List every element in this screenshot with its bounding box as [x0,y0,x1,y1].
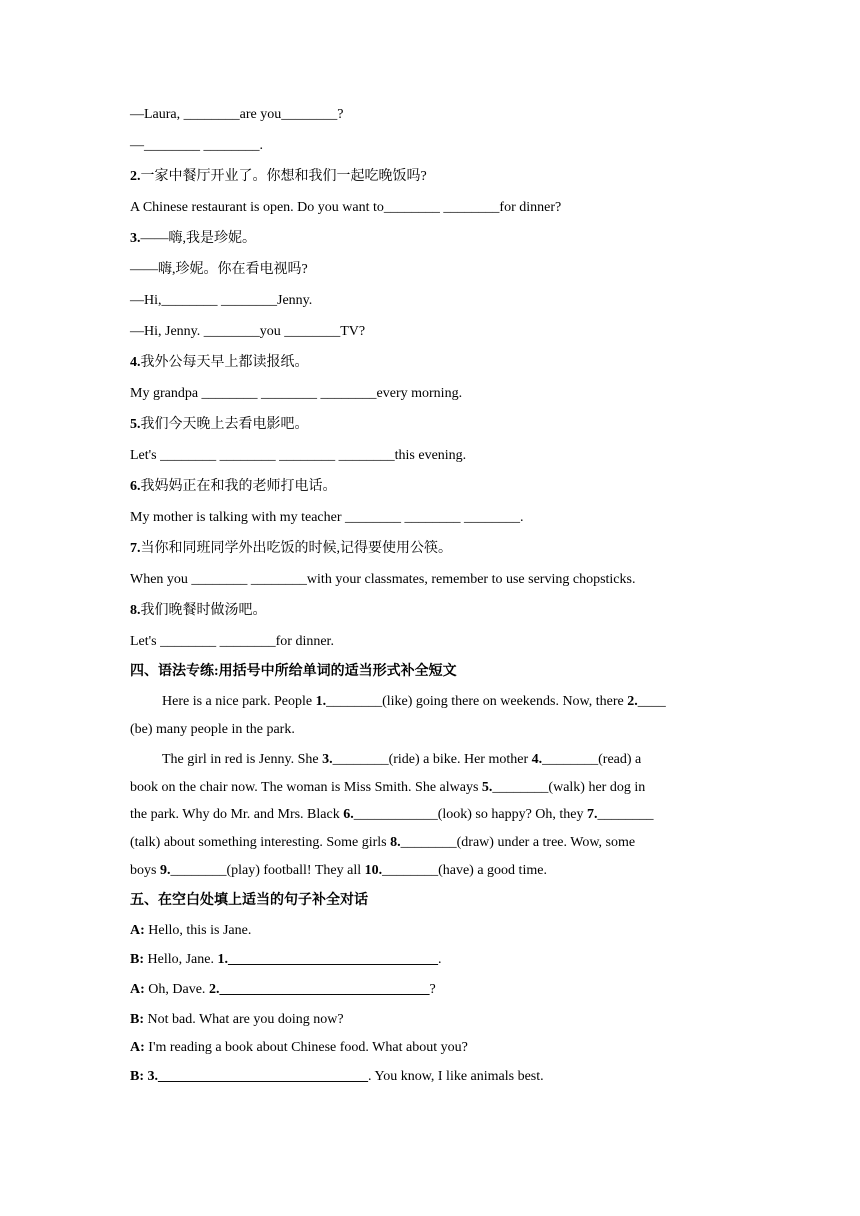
question-4-english: My grandpa ________ ________ ________every morning. [130,386,463,401]
passage-line: the park. Why do Mr. and Mrs. Black 6.____________(look) so happy? Oh, they 7.________ [130,807,654,822]
section-5-heading: 五、在空白处填上适当的句子补全对话 [130,893,368,908]
passage-line: The girl in red is Jenny. She 3.________(ride) a bike. Her mother 4.________(read) a [162,752,642,767]
section-4-heading: 四、语法专练:用括号中所给单词的适当形式补全短文 [130,664,457,679]
question-8-chinese: 8.我们晚餐时做汤吧。 [130,603,267,618]
question-7-english: When you ________ ________with your classmates, remember to use serving chopsticks. [130,572,636,587]
question-6-chinese: 6.我妈妈正在和我的老师打电话。 [130,479,337,494]
question-2-english: A Chinese restaurant is open. Do you want to________ ________for dinner? [130,200,562,215]
answer-line: —________ ________. [130,138,263,153]
question-4-chinese: 4.我外公每天早上都读报纸。 [130,355,309,370]
dialogue-line: B: Not bad. What are you doing now? [130,1012,344,1027]
question-3-english: —Hi,________ ________Jenny. [130,293,313,308]
question-3-chinese-2: ——嗨,珍妮。你在看电视吗? [130,262,308,277]
dialogue-line: B: 3.______________________________. You know, I like animals best. [130,1069,544,1084]
passage-line: (talk) about something interesting. Some girls 8.________(draw) under a tree. Wow, some [130,835,636,850]
question-5-chinese: 5.我们今天晚上去看电影吧。 [130,417,309,432]
question-8-english: Let's ________ ________for dinner. [130,634,334,649]
question-3-chinese: 3.——嗨,我是珍妮。 [130,231,256,246]
answer-line: —Laura, ________are you________? [130,107,344,122]
dialogue-line: A: Oh, Dave. 2.______________________________? [130,982,436,997]
passage-line: boys 9.________(play) football! They all 10.________(have) a good time. [130,863,547,878]
dialogue-line: A: Hello, this is Jane. [130,923,252,938]
question-2-chinese: 2.一家中餐厅开业了。你想和我们一起吃晚饭吗? [130,169,427,184]
passage-line: book on the chair now. The woman is Miss Smith. She always 5.________(walk) her dog in [130,780,646,795]
question-6-english: My mother is talking with my teacher ________ ________ ________. [130,510,524,525]
question-5-english: Let's ________ ________ ________ ________this evening. [130,448,467,463]
passage-line: (be) many people in the park. [130,722,295,737]
dialogue-line: B: Hello, Jane. 1.______________________________. [130,952,442,967]
passage-line: Here is a nice park. People 1.________(like) going there on weekends. Now, there 2.____ [162,694,666,709]
question-7-chinese: 7.当你和同班同学外出吃饭的时候,记得要使用公筷。 [130,541,452,556]
question-3-english-2: —Hi, Jenny. ________you ________TV? [130,324,366,339]
dialogue-line: A: I'm reading a book about Chinese food. What about you? [130,1040,468,1055]
